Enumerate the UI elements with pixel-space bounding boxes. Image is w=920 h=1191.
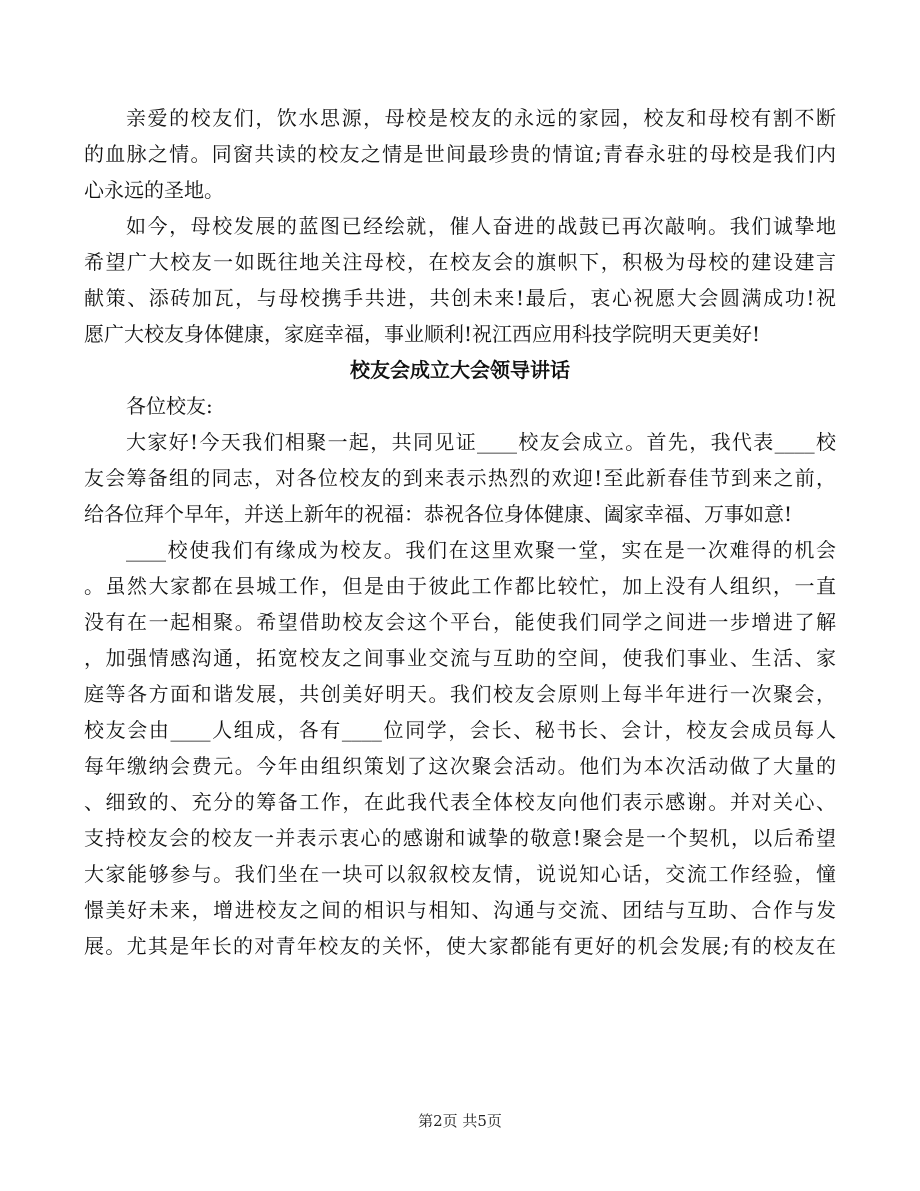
paragraph-line: 献策、添砖加瓦，与母校携手共进，共创未来!最后，衷心祝愿大会圆满成功!祝: [84, 286, 836, 310]
paragraph-line: 大家好!今天我们相聚一起，共同见证____校友会成立。首先，我代表____校: [126, 430, 836, 454]
paragraph-line: ____校使我们有缘成为校友。我们在这里欢聚一堂，实在是一次难得的机会: [126, 538, 836, 562]
document-body: [84, 100, 836, 964]
paragraph-line: 支持校友会的校友一并表示衷心的感谢和诚挚的敬意!聚会是一个契机，以后希望: [84, 826, 836, 850]
paragraph-line: 展。尤其是年长的对青年校友的关怀，使大家都能有更好的机会发展;有的校友在: [84, 934, 836, 958]
paragraph-line: 亲爱的校友们，饮水思源，母校是校友的永远的家园，校友和母校有割不断: [126, 106, 836, 130]
page-number: 第2页 共5页: [418, 1112, 502, 1130]
paragraph-line: 心永远的圣地。: [84, 178, 224, 202]
paragraph-line: 庭等各方面和谐发展，共创美好明天。我们校友会原则上每半年进行一次聚会，: [84, 682, 836, 706]
paragraph-line: ，加强情感沟通，拓宽校友之间事业交流与互助的空间，使我们事业、生活、家: [84, 646, 836, 670]
salutation-line: 各位校友:: [126, 394, 213, 418]
paragraph-line: 大家能够参与。我们坐在一块可以叙叙校友情，说说知心话，交流工作经验，憧: [84, 862, 836, 886]
paragraph-line: 校友会由____人组成，各有____位同学，会长、秘书长、会计，校友会成员每人: [84, 718, 836, 742]
paragraph-line: 给各位拜个早年，并送上新年的祝福：恭祝各位身体健康、阖家幸福、万事如意!: [84, 502, 793, 526]
section-title: 校友会成立大会领导讲话: [350, 358, 570, 382]
paragraph-line: 憬美好未来，增进校友之间的相识与相知、沟通与交流、团结与互助、合作与发: [84, 898, 836, 922]
paragraph-line: 希望广大校友一如既往地关注母校，在校友会的旗帜下，积极为母校的建设建言: [84, 250, 836, 274]
paragraph-line: 的血脉之情。同窗共读的校友之情是世间最珍贵的情谊;青春永驻的母校是我们内: [84, 142, 836, 166]
paragraph-line: 愿广大校友身体健康，家庭幸福，事业顺利!祝江西应用科技学院明天更美好!: [84, 322, 761, 346]
paragraph-line: 。虽然大家都在县城工作，但是由于彼此工作都比较忙，加上没有人组织，一直: [84, 574, 836, 598]
paragraph-line: 如今，母校发展的蓝图已经绘就，催人奋进的战鼓已再次敲响。我们诚挚地: [126, 214, 836, 238]
paragraph-line: 友会筹备组的同志，对各位校友的到来表示热烈的欢迎!至此新春佳节到来之前，: [84, 466, 836, 490]
paragraph-line: 每年缴纳会费元。今年由组织策划了这次聚会活动。他们为本次活动做了大量的: [84, 754, 836, 778]
paragraph-line: 没有在一起相聚。希望借助校友会这个平台，能使我们同学之间进一步增进了解: [84, 610, 836, 634]
paragraph-line: 、细致的、充分的筹备工作，在此我代表全体校友向他们表示感谢。并对关心、: [84, 790, 836, 814]
